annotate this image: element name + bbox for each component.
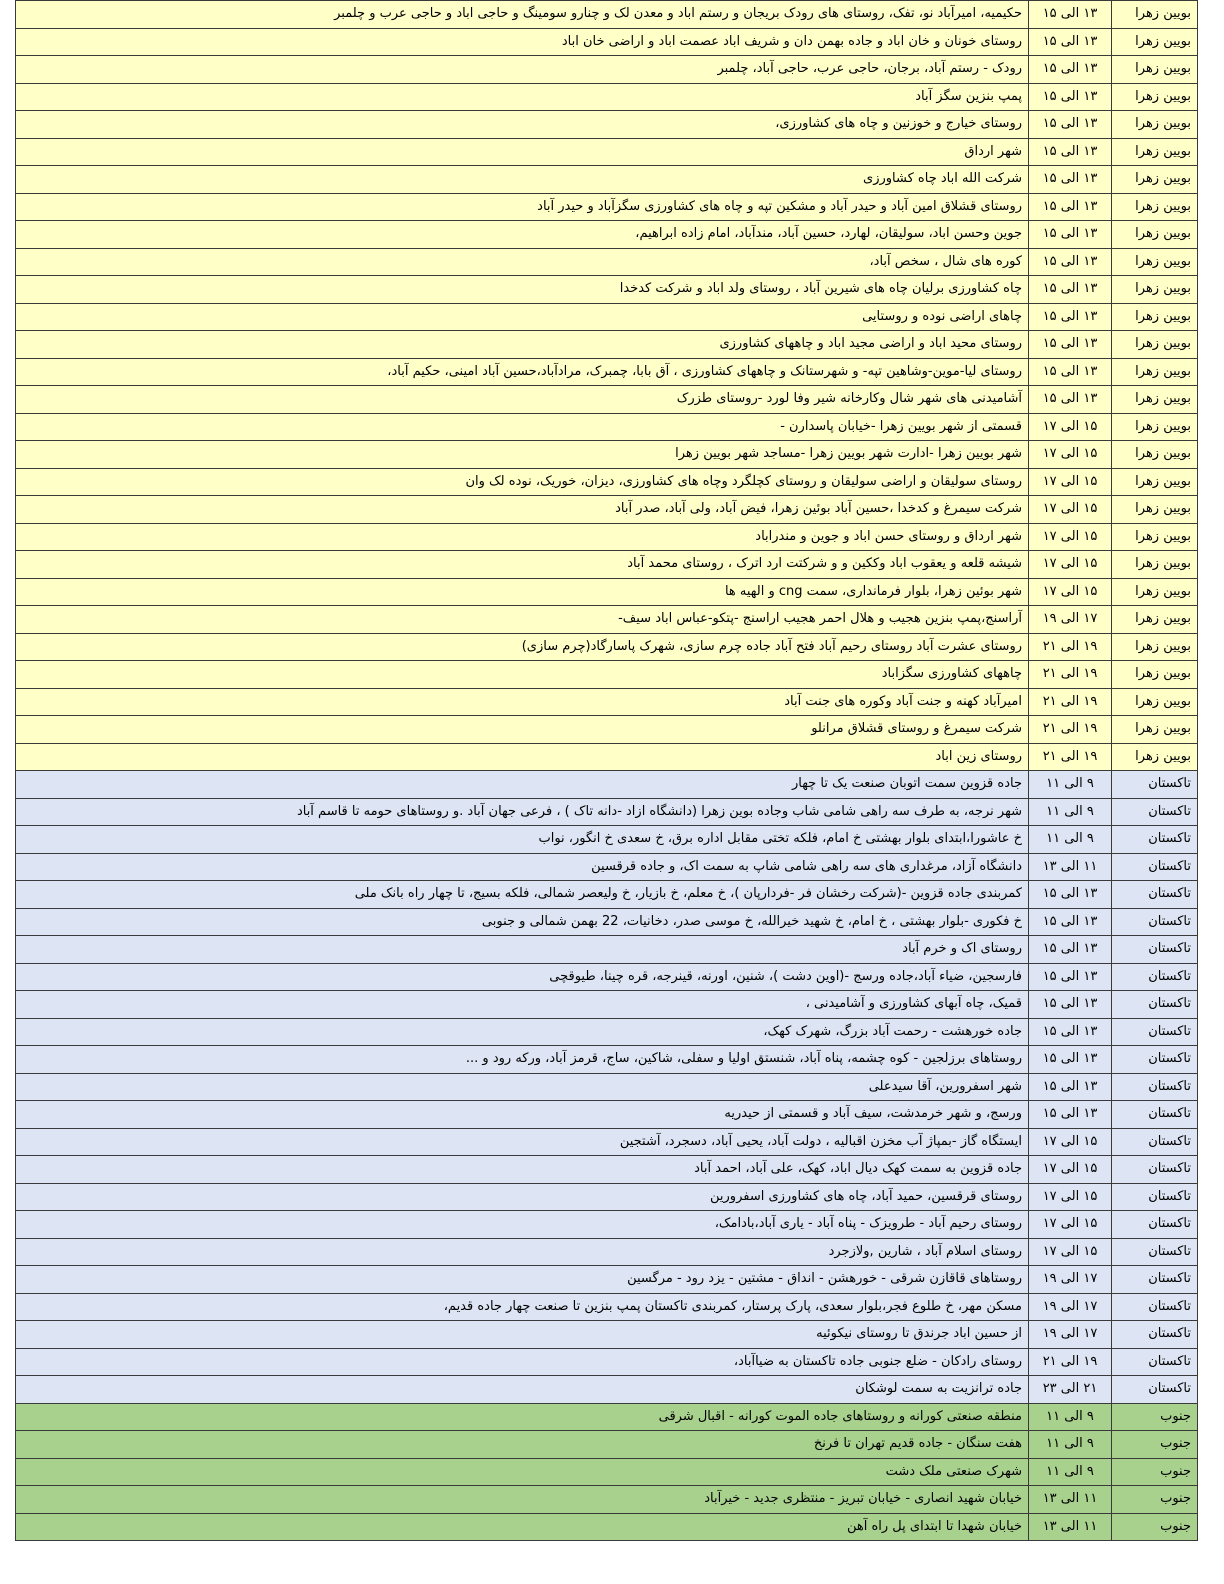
area-cell: شهرک صنعتی ملک دشت xyxy=(16,1458,1029,1486)
time-cell: ۱۵ الی ۱۷ xyxy=(1029,468,1112,496)
region-cell: تاکستان xyxy=(1112,771,1198,799)
region-cell: بویین زهرا xyxy=(1112,1,1198,29)
region-cell: بویین زهرا xyxy=(1112,606,1198,634)
time-cell: ۱۳ الی ۱۵ xyxy=(1029,358,1112,386)
time-cell: ۲۱ الی ۲۳ xyxy=(1029,1376,1112,1404)
area-cell: جاده خورهشت - رحمت آباد بزرگ، شهرک کهک، xyxy=(16,1018,1029,1046)
table-row xyxy=(16,1403,1198,1431)
area-cell: پمپ بنزین سگز آباد xyxy=(16,83,1029,111)
time-cell: ۱۱ الی ۱۳ xyxy=(1029,853,1112,881)
area-cell: روستای اسلام آباد ، شارین ,ولازجرد xyxy=(16,1238,1029,1266)
table-row xyxy=(16,1486,1198,1514)
region-cell: بویین زهرا xyxy=(1112,56,1198,84)
table-row xyxy=(16,468,1198,496)
time-cell: ۱۵ الی ۱۷ xyxy=(1029,523,1112,551)
time-cell: ۱۳ الی ۱۵ xyxy=(1029,936,1112,964)
area-cell: جاده ترانزیت به سمت لوشکان xyxy=(16,1376,1029,1404)
region-cell: تاکستان xyxy=(1112,1211,1198,1239)
schedule-page xyxy=(15,0,1197,1541)
region-cell: بویین زهرا xyxy=(1112,523,1198,551)
area-cell: خ عاشورا،ابتدای بلوار بهشتی خ امام، فلکه تختی مقابل اداره برق، خ سعدی خ انگور، نواب xyxy=(16,826,1029,854)
time-cell: ۱۳ الی ۱۵ xyxy=(1029,908,1112,936)
table-row xyxy=(16,1073,1198,1101)
table-row xyxy=(16,56,1198,84)
table-row xyxy=(16,358,1198,386)
area-cell: روستای محید اباد و اراضی مجید اباد و چاههای کشاورزی xyxy=(16,331,1029,359)
area-cell: شهر بوئین زهرا، بلوار فرمانداری، سمت cng و الهیه ها xyxy=(16,578,1029,606)
region-cell: تاکستان xyxy=(1112,853,1198,881)
table-row xyxy=(16,1211,1198,1239)
region-cell: بویین زهرا xyxy=(1112,578,1198,606)
region-cell: تاکستان xyxy=(1112,936,1198,964)
table-row xyxy=(16,386,1198,414)
area-cell: امیرآباد کهنه و جنت آباد وکوره های جنت آباد xyxy=(16,688,1029,716)
time-cell: ۱۹ الی ۲۱ xyxy=(1029,743,1112,771)
region-cell: تاکستان xyxy=(1112,991,1198,1019)
region-cell: تاکستان xyxy=(1112,1348,1198,1376)
time-cell: ۱۳ الی ۱۵ xyxy=(1029,963,1112,991)
table-row xyxy=(16,1,1198,29)
area-cell: روستای اک و خرم آباد xyxy=(16,936,1029,964)
time-cell: ۱۳ الی ۱۵ xyxy=(1029,111,1112,139)
area-cell: ایستگاه گاز -بمپاژ آب مخزن اقبالیه ، دولت آباد، یحیی آباد، دسجرد، آشتجین xyxy=(16,1128,1029,1156)
time-cell: ۱۳ الی ۱۵ xyxy=(1029,1,1112,29)
table-row xyxy=(16,1266,1198,1294)
area-cell: روستای زین اباد xyxy=(16,743,1029,771)
area-cell: کمربندی جاده قزوین -(شرکت رخشان فر -فردارپان )، خ معلم، خ بازیار، خ ولیعصر شمالی، فلکه بسیج، تا چهار راه بانک ملی xyxy=(16,881,1029,909)
area-cell: رودک - رستم آباد، برجان، حاجی عرب، حاجی آباد، چلمبر xyxy=(16,56,1029,84)
area-cell: شهر اسفرورین، آقا سیدعلی xyxy=(16,1073,1029,1101)
table-row xyxy=(16,716,1198,744)
area-cell: حکیمیه، امیرآباد نو، تفک، روستای های رودک بریجان و رستم اباد و معدن لک و چنارو سومینگ و حاجی اباد و حاجی عرب و چلمبر xyxy=(16,1,1029,29)
table-row xyxy=(16,743,1198,771)
region-cell: بویین زهرا xyxy=(1112,166,1198,194)
region-cell: تاکستان xyxy=(1112,1238,1198,1266)
area-cell: خ فکوری -بلوار بهشتی ، خ امام، خ شهید خیرالله، خ موسی صدر، دخانیات، 22 بهمن شمالی و جنوبی xyxy=(16,908,1029,936)
region-cell: بویین زهرا xyxy=(1112,386,1198,414)
time-cell: ۱۳ الی ۱۵ xyxy=(1029,1073,1112,1101)
area-cell: خیابان شهدا تا ابتدای پل راه آهن xyxy=(16,1513,1029,1541)
time-cell: ۱۵ الی ۱۷ xyxy=(1029,441,1112,469)
region-cell: تاکستان xyxy=(1112,1046,1198,1074)
area-cell: شهر بویین زهرا -ادارت شهر بویین زهرا -مساجد شهر بویین زهرا xyxy=(16,441,1029,469)
table-row xyxy=(16,248,1198,276)
time-cell: ۱۳ الی ۱۵ xyxy=(1029,56,1112,84)
time-cell: ۹ الی ۱۱ xyxy=(1029,1403,1112,1431)
table-row xyxy=(16,166,1198,194)
time-cell: ۱۹ الی ۲۱ xyxy=(1029,1348,1112,1376)
table-row xyxy=(16,1431,1198,1459)
region-cell: تاکستان xyxy=(1112,1156,1198,1184)
table-row xyxy=(16,331,1198,359)
area-cell: روستای قشلاق امین آباد و حیدر آباد و مشکین تپه و چاه های کشاورزی سگزآباد و حیدر آباد xyxy=(16,193,1029,221)
time-cell: ۱۳ الی ۱۵ xyxy=(1029,881,1112,909)
table-row xyxy=(16,771,1198,799)
time-cell: ۹ الی ۱۱ xyxy=(1029,798,1112,826)
area-cell: روستای خیارج و خوزنین و چاه های کشاورزی، xyxy=(16,111,1029,139)
table-row xyxy=(16,551,1198,579)
table-row xyxy=(16,1046,1198,1074)
area-cell: روستاهای برزلجین - کوه چشمه، پناه آباد، شنستق اولیا و سفلی، شاکین، ساج، قرمز آباد، ورکه رود و ... xyxy=(16,1046,1029,1074)
area-cell: منطقه صنعتی کورانه و روستاهای جاده الموت کورانه - اقبال شرقی xyxy=(16,1403,1029,1431)
area-cell: شرکت الله اباد چاه کشاورزی xyxy=(16,166,1029,194)
area-cell: قسمتی از شهر بویین زهرا -خیابان پاسدارن - xyxy=(16,413,1029,441)
area-cell: فارسجین، ضیاء آباد،جاده ورسج -(اوین دشت )، شنین، اورنه، قینرجه، قره چینا، طیوقچی xyxy=(16,963,1029,991)
time-cell: ۱۵ الی ۱۷ xyxy=(1029,1156,1112,1184)
time-cell: ۱۵ الی ۱۷ xyxy=(1029,413,1112,441)
region-cell: بویین زهرا xyxy=(1112,716,1198,744)
region-cell: تاکستان xyxy=(1112,1183,1198,1211)
area-cell: از حسین اباد جرندق تا روستای نیکوئیه xyxy=(16,1321,1029,1349)
region-cell: جنوب xyxy=(1112,1486,1198,1514)
table-row xyxy=(16,661,1198,689)
region-cell: تاکستان xyxy=(1112,1266,1198,1294)
region-cell: بویین زهرا xyxy=(1112,661,1198,689)
table-row xyxy=(16,826,1198,854)
time-cell: ۱۳ الی ۱۵ xyxy=(1029,138,1112,166)
time-cell: ۱۵ الی ۱۷ xyxy=(1029,551,1112,579)
area-cell: خیابان شهید انصاری - خیابان تبریز - منتظری جدید - خیرآباد xyxy=(16,1486,1029,1514)
time-cell: ۱۹ الی ۲۱ xyxy=(1029,633,1112,661)
schedule-table-body xyxy=(16,1,1198,1541)
region-cell: جنوب xyxy=(1112,1403,1198,1431)
time-cell: ۱۱ الی ۱۳ xyxy=(1029,1513,1112,1541)
area-cell: آراسنج،پمپ بنزین هجیب و هلال احمر هجیب اراسنج -پتکو-عباس اباد سیف- xyxy=(16,606,1029,634)
area-cell: شیشه قلعه و یعقوب اباد وککین و و شرکتت ارد اترک ، روستای محمد آباد xyxy=(16,551,1029,579)
table-row xyxy=(16,496,1198,524)
area-cell: روستای سولیقان و اراضی سولیقان و روستای کچلگرد وچاه های کشاورزی، دیزان، خوریک، نوده لک وان xyxy=(16,468,1029,496)
region-cell: تاکستان xyxy=(1112,881,1198,909)
time-cell: ۹ الی ۱۱ xyxy=(1029,771,1112,799)
area-cell: روستای رادکان - ضلع جنوبی جاده تاکستان به ضیاآباد، xyxy=(16,1348,1029,1376)
area-cell: روستای عشرت آباد روستای رحیم آباد فتح آباد جاده چرم سازی، شهرک پاسارگاد(چرم سازی) xyxy=(16,633,1029,661)
time-cell: ۱۵ الی ۱۷ xyxy=(1029,1211,1112,1239)
region-cell: جنوب xyxy=(1112,1431,1198,1459)
region-cell: بویین زهرا xyxy=(1112,496,1198,524)
area-cell: شرکت سیمرغ و کدخدا ،حسین آباد بوئین زهرا، فیض آباد، ولی آباد، صدر آباد xyxy=(16,496,1029,524)
time-cell: ۱۳ الی ۱۵ xyxy=(1029,1046,1112,1074)
table-row xyxy=(16,578,1198,606)
table-row xyxy=(16,908,1198,936)
region-cell: بویین زهرا xyxy=(1112,331,1198,359)
time-cell: ۱۷ الی ۱۹ xyxy=(1029,1321,1112,1349)
region-cell: بویین زهرا xyxy=(1112,633,1198,661)
region-cell: تاکستان xyxy=(1112,908,1198,936)
area-cell: چاهای اراضی نوده و روستایی xyxy=(16,303,1029,331)
region-cell: تاکستان xyxy=(1112,1321,1198,1349)
area-cell: هفت سنگان - جاده قدیم تهران تا فرنخ xyxy=(16,1431,1029,1459)
area-cell: شرکت سیمرغ و روستای قشلاق مرانلو xyxy=(16,716,1029,744)
area-cell: چاه کشاورزی برلیان چاه های شیرین آباد ، روستای ولد اباد و شرکت کدخدا xyxy=(16,276,1029,304)
table-row xyxy=(16,1348,1198,1376)
time-cell: ۱۳ الی ۱۵ xyxy=(1029,276,1112,304)
table-row xyxy=(16,83,1198,111)
time-cell: ۱۵ الی ۱۷ xyxy=(1029,1128,1112,1156)
region-cell: بویین زهرا xyxy=(1112,248,1198,276)
region-cell: جنوب xyxy=(1112,1458,1198,1486)
table-row xyxy=(16,1238,1198,1266)
region-cell: بویین زهرا xyxy=(1112,111,1198,139)
table-row xyxy=(16,303,1198,331)
time-cell: ۹ الی ۱۱ xyxy=(1029,1458,1112,1486)
time-cell: ۱۳ الی ۱۵ xyxy=(1029,386,1112,414)
table-row xyxy=(16,441,1198,469)
time-cell: ۱۳ الی ۱۵ xyxy=(1029,83,1112,111)
table-row xyxy=(16,881,1198,909)
region-cell: بویین زهرا xyxy=(1112,221,1198,249)
time-cell: ۱۱ الی ۱۳ xyxy=(1029,1486,1112,1514)
table-row xyxy=(16,963,1198,991)
area-cell: شهر نرجه، به طرف سه راهی شامی شاب وجاده بوین زهرا (دانشگاه ازاد -دانه تاک ) ، فرعی جهان آباد .و روستاهای حومه تا قاسم آباد xyxy=(16,798,1029,826)
table-row xyxy=(16,1183,1198,1211)
region-cell: بویین زهرا xyxy=(1112,413,1198,441)
region-cell: تاکستان xyxy=(1112,1101,1198,1129)
table-row xyxy=(16,936,1198,964)
region-cell: تاکستان xyxy=(1112,1073,1198,1101)
outage-schedule-table xyxy=(15,0,1198,1541)
table-row xyxy=(16,28,1198,56)
table-row xyxy=(16,413,1198,441)
region-cell: تاکستان xyxy=(1112,1128,1198,1156)
area-cell: شهر ارداق xyxy=(16,138,1029,166)
table-row xyxy=(16,1513,1198,1541)
time-cell: ۱۳ الی ۱۵ xyxy=(1029,331,1112,359)
region-cell: بویین زهرا xyxy=(1112,28,1198,56)
region-cell: تاکستان xyxy=(1112,1018,1198,1046)
area-cell: جاده قزوین سمت اتوبان صنعت یک تا چهار xyxy=(16,771,1029,799)
region-cell: تاکستان xyxy=(1112,798,1198,826)
region-cell: بویین زهرا xyxy=(1112,303,1198,331)
table-row xyxy=(16,111,1198,139)
area-cell: چاههای کشاورزی سگزاباد xyxy=(16,661,1029,689)
region-cell: تاکستان xyxy=(1112,1293,1198,1321)
time-cell: ۱۳ الی ۱۵ xyxy=(1029,1101,1112,1129)
region-cell: بویین زهرا xyxy=(1112,468,1198,496)
area-cell: روستای لیا-موین-وشاهین تپه- و شهرستانک و چاههای کشاورزی ، آق بابا، چمبرک، مرادآباد،حسین آباد امینی، حکیم آباد، xyxy=(16,358,1029,386)
region-cell: تاکستان xyxy=(1112,826,1198,854)
table-row xyxy=(16,1128,1198,1156)
area-cell: کوره های شال ، سخص آباد، xyxy=(16,248,1029,276)
time-cell: ۱۹ الی ۲۱ xyxy=(1029,661,1112,689)
time-cell: ۱۵ الی ۱۷ xyxy=(1029,496,1112,524)
time-cell: ۱۳ الی ۱۵ xyxy=(1029,1018,1112,1046)
region-cell: تاکستان xyxy=(1112,963,1198,991)
table-row xyxy=(16,193,1198,221)
time-cell: ۱۷ الی ۱۹ xyxy=(1029,1293,1112,1321)
region-cell: جنوب xyxy=(1112,1513,1198,1541)
area-cell: روستای قرقسین، حمید آباد، چاه های کشاورزی اسفرورین xyxy=(16,1183,1029,1211)
time-cell: ۱۹ الی ۲۱ xyxy=(1029,716,1112,744)
area-cell: روستای خونان و خان اباد و جاده بهمن دان و شریف اباد عصمت اباد و اراضی خان اباد xyxy=(16,28,1029,56)
time-cell: ۱۵ الی ۱۷ xyxy=(1029,1183,1112,1211)
region-cell: تاکستان xyxy=(1112,1376,1198,1404)
area-cell: جاده قزوین به سمت کهک دیال اباد، کهک، علی آباد، احمد آباد xyxy=(16,1156,1029,1184)
area-cell: مسکن مهر، خ طلوع فجر،بلوار سعدی، پارک پرستار، کمربندی تاکستان پمپ بنزین تا صنعت چهار جاده قدیم، xyxy=(16,1293,1029,1321)
region-cell: بویین زهرا xyxy=(1112,358,1198,386)
table-row xyxy=(16,523,1198,551)
region-cell: بویین زهرا xyxy=(1112,138,1198,166)
area-cell: دانشگاه آزاد، مرغداری های سه راهی شامی شاپ به سمت اک، و جاده قرقسین xyxy=(16,853,1029,881)
time-cell: ۱۳ الی ۱۵ xyxy=(1029,991,1112,1019)
table-row xyxy=(16,688,1198,716)
time-cell: ۱۳ الی ۱۵ xyxy=(1029,221,1112,249)
time-cell: ۱۹ الی ۲۱ xyxy=(1029,688,1112,716)
region-cell: بویین زهرا xyxy=(1112,551,1198,579)
time-cell: ۹ الی ۱۱ xyxy=(1029,1431,1112,1459)
area-cell: جوین وحسن اباد، سولیقان، لهارد، حسین آباد، مندآباد، امام زاده ابراهیم، xyxy=(16,221,1029,249)
table-row xyxy=(16,633,1198,661)
region-cell: بویین زهرا xyxy=(1112,193,1198,221)
time-cell: ۱۳ الی ۱۵ xyxy=(1029,248,1112,276)
table-row xyxy=(16,1156,1198,1184)
table-row xyxy=(16,991,1198,1019)
area-cell: ورسج، و شهر خرمدشت، سیف آباد و قسمتی از حیدریه xyxy=(16,1101,1029,1129)
time-cell: ۱۵ الی ۱۷ xyxy=(1029,1238,1112,1266)
table-row xyxy=(16,853,1198,881)
time-cell: ۱۳ الی ۱۵ xyxy=(1029,166,1112,194)
table-row xyxy=(16,606,1198,634)
region-cell: بویین زهرا xyxy=(1112,688,1198,716)
region-cell: بویین زهرا xyxy=(1112,441,1198,469)
table-row xyxy=(16,1018,1198,1046)
table-row xyxy=(16,138,1198,166)
table-row xyxy=(16,1458,1198,1486)
time-cell: ۹ الی ۱۱ xyxy=(1029,826,1112,854)
table-row xyxy=(16,798,1198,826)
time-cell: ۱۳ الی ۱۵ xyxy=(1029,193,1112,221)
region-cell: بویین زهرا xyxy=(1112,276,1198,304)
table-row xyxy=(16,221,1198,249)
area-cell: شهر ارداق و روستای حسن اباد و جوین و مندراباد xyxy=(16,523,1029,551)
region-cell: بویین زهرا xyxy=(1112,743,1198,771)
table-row xyxy=(16,276,1198,304)
time-cell: ۱۷ الی ۱۹ xyxy=(1029,1266,1112,1294)
area-cell: قمیک، چاه آبهای کشاورزی و آشامیدنی ، xyxy=(16,991,1029,1019)
region-cell: بویین زهرا xyxy=(1112,83,1198,111)
area-cell: روستای رحیم آباد - طرویزک - پناه آباد - یاری آباد،بادامک، xyxy=(16,1211,1029,1239)
time-cell: ۱۳ الی ۱۵ xyxy=(1029,303,1112,331)
area-cell: روستاهای قاقازن شرقی - خورهشن - انداق - مشتین - یزد رود - مرگسین xyxy=(16,1266,1029,1294)
time-cell: ۱۵ الی ۱۷ xyxy=(1029,578,1112,606)
table-row xyxy=(16,1321,1198,1349)
time-cell: ۱۷ الی ۱۹ xyxy=(1029,606,1112,634)
table-row xyxy=(16,1376,1198,1404)
area-cell: آشامیدنی های شهر شال وکارخانه شیر وفا لورد -روستای طزرک xyxy=(16,386,1029,414)
table-row xyxy=(16,1293,1198,1321)
table-row xyxy=(16,1101,1198,1129)
time-cell: ۱۳ الی ۱۵ xyxy=(1029,28,1112,56)
